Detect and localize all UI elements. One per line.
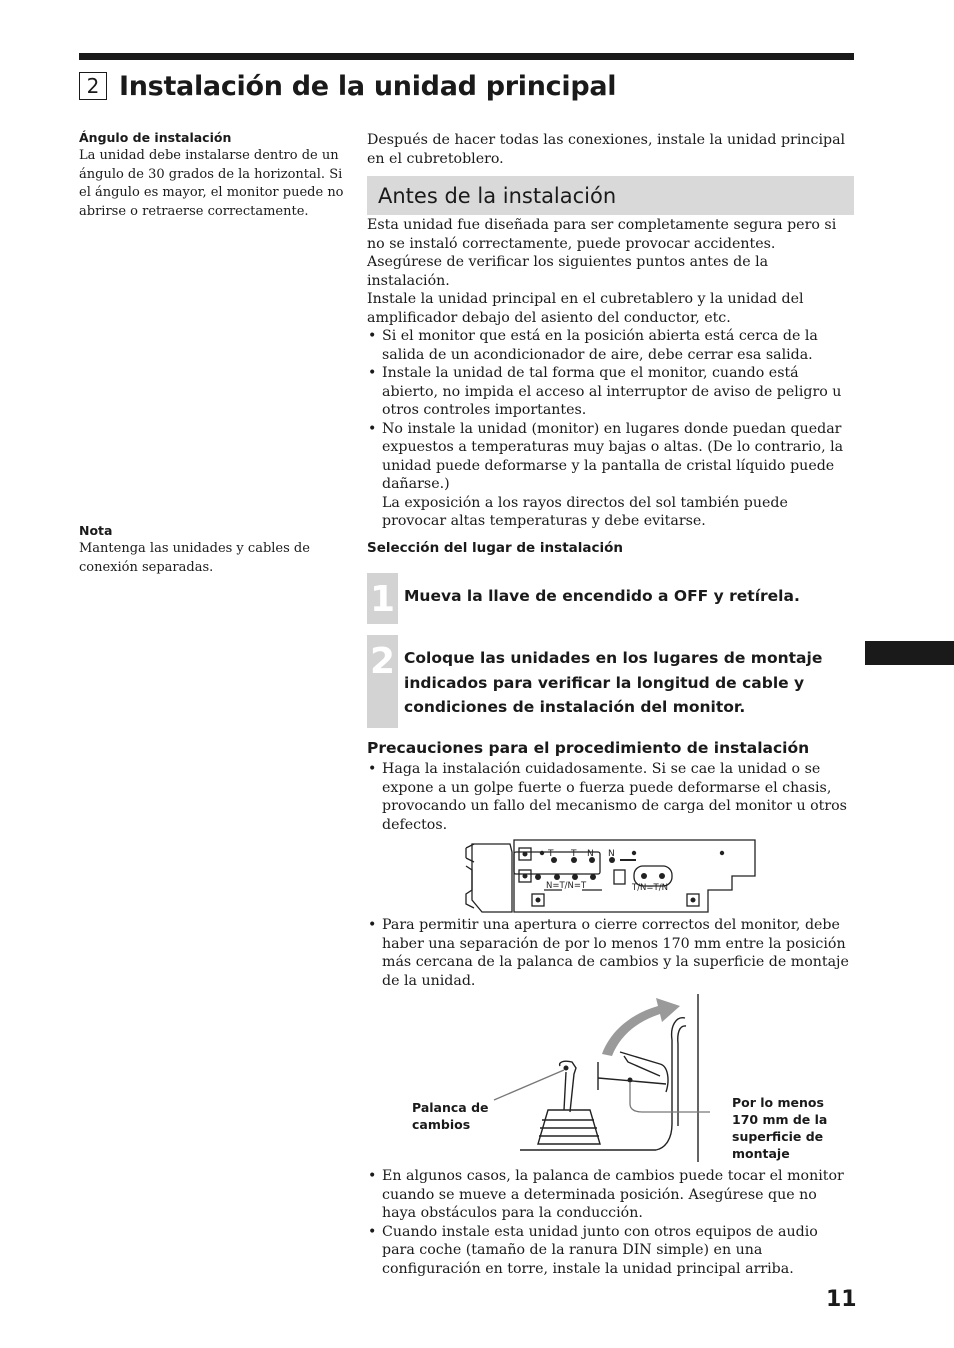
fig1-label-mid: N=T/N=T [546, 881, 587, 891]
step-text: Mueva la llave de encendido a OFF y retírela. [404, 587, 800, 605]
intro-text: Después de hacer todas las conexiones, instale la unidad principal en el cubretoblero. [367, 132, 846, 167]
angle-heading: Ángulo de instalación [79, 130, 232, 145]
section-paragraph-1: Esta unidad fue diseñada para ser completamente segura pero si no se instaló correctamente, puede provocar accidentes. Asegúrese de verificar los siguientes puntos antes de la instalación. [367, 217, 837, 289]
title-text: Instalación de la unidad principal [119, 70, 617, 102]
bullet3-extra: La exposición a los rayos directos del sol también puede provocar altas temperaturas y debe evitarse. [382, 494, 788, 529]
note-heading: Nota [79, 523, 113, 538]
section-title: Antes de la instalación [378, 183, 617, 208]
fig1-label-n1: N [587, 849, 594, 859]
section-paragraph-2: Instale la unidad principal en el cubretablero y la unidad del amplificador debajo del asiento del conductor, etc. [367, 291, 804, 326]
list-item-continuation [367, 494, 854, 531]
unit-backpanel-figure [462, 836, 758, 918]
angle-note [79, 130, 354, 221]
list-item: • Haga la instalación cuidadosamente. Si se cae la unidad o se expone a un golpe fuerte o fuerza puede deformarse el chasis, provocando un fallo del mecanismo de carga del monitor u otros defectos. [367, 760, 854, 834]
note-text: Mantenga las unidades y cables de conexión separadas. [79, 541, 310, 575]
list-item: • Instale la unidad de tal forma que el monitor, cuando está abierto, no impida el acceso al interruptor de aviso de peligro u otros controles importantes. [367, 364, 854, 420]
precaution-bullet-2-block [367, 916, 854, 990]
precaution-bullet-1-block [367, 760, 854, 834]
section-header-bar [367, 176, 854, 215]
list-item: • No instale la unidad (monitor) en lugares donde puedan quedar expuestos a temperaturas muy bajas o altas. (De lo contrario, la unidad puede deformarse y la pantalla de cristal líquido puede dañarse.) [367, 420, 854, 494]
page-title [79, 66, 616, 106]
language-tab-marker [865, 641, 954, 665]
list-item: • Para permitir una apertura o cierre correctos del monitor, debe haber una separación de por lo menos 170 mm entre la posición más cercana de la palanca de cambios y la superficie de montaje de la unidad. [367, 916, 854, 990]
precautions-heading: Precauciones para el procedimiento de instalación [367, 739, 810, 757]
step-1 [367, 573, 844, 624]
fig1-label-t2: T [571, 849, 577, 859]
fig1-label-right: T/N=T/N [632, 883, 668, 893]
step-2 [367, 635, 844, 728]
step-text: Coloque las unidades en los lugares de montaje indicados para verificar la longitud de cable y condiciones de instalación del monitor. [404, 649, 823, 716]
fig1-label-t1: T [548, 849, 554, 859]
distance-label: Por lo menos 170 mm de la superficie de montaje [732, 1095, 828, 1161]
top-rule [79, 53, 854, 60]
before-install-block [367, 216, 854, 531]
list-item: • Si el monitor que está en la posición abierta está cerca de la salida de un acondicionador de aire, debe cerrar esa salida. [367, 327, 854, 364]
page-number: 11 [826, 1287, 857, 1312]
list-item: • Cuando instale esta unidad junto con otros equipos de audio para coche (tamaño de la ranura DIN simple) en una configuración en torre, instale la unidad principal arriba. [367, 1223, 854, 1279]
selection-heading: Selección del lugar de instalación [367, 540, 624, 556]
list-item: • En algunos casos, la palanca de cambios puede tocar el monitor cuando se mueve a determinada posición. Asegúrese que no haya obstáculos para la conducción. [367, 1167, 854, 1223]
angle-text: La unidad debe instalarse dentro de un ángulo de 30 grados de la horizontal. Si el ángulo es mayor, el monitor puede no abrirse o retraerse correctamente. [79, 148, 344, 219]
lever-label: Palanca de cambios [412, 1100, 489, 1132]
section-number-box: 2 [79, 72, 107, 100]
note-block [79, 523, 354, 577]
step-number: 2 [367, 635, 398, 728]
section-bullets [367, 327, 854, 531]
shift-lever-clearance-figure [480, 992, 710, 1164]
fig1-label-n2: N [608, 849, 615, 859]
intro-block [367, 131, 854, 168]
step-number: 1 [367, 573, 398, 624]
precaution-bullets-3-4-block [367, 1167, 854, 1278]
